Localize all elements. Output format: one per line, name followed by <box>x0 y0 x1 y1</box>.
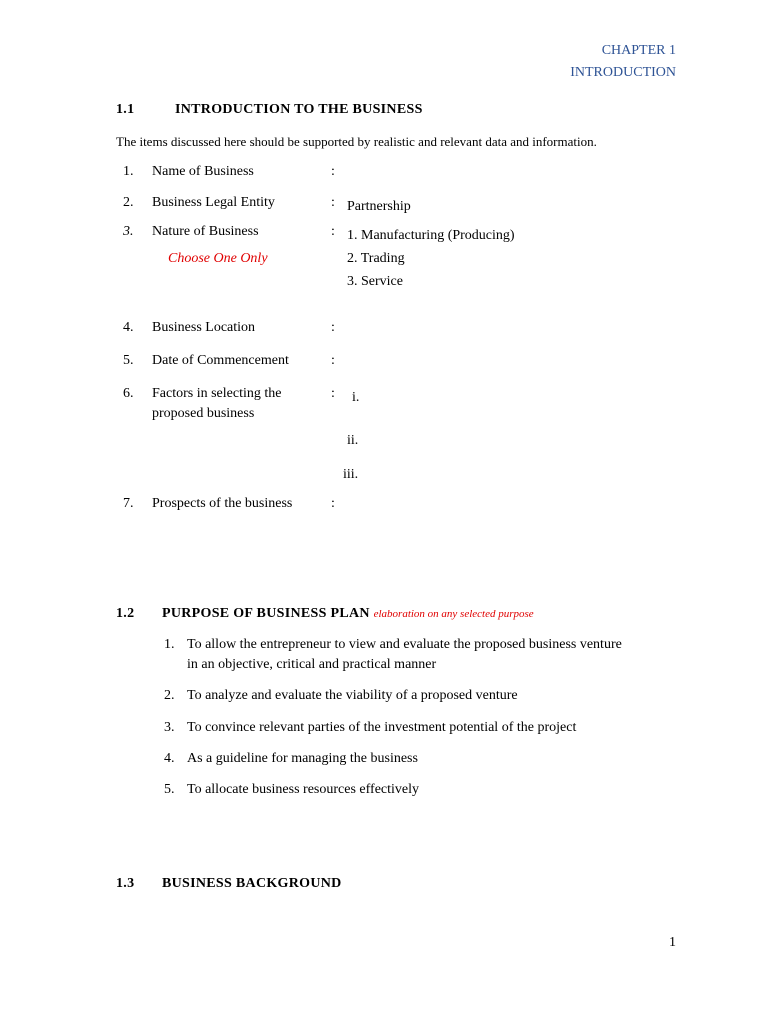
item-label-business-location: Business Location <box>152 320 256 335</box>
item-number: 5. <box>123 353 134 368</box>
item-label-prospects: Prospects of the business <box>152 496 293 511</box>
item-label-factors-line1: Factors in selecting the <box>152 386 282 401</box>
item-colon: : <box>331 195 335 210</box>
legal-entity-value: Partnership <box>347 199 411 214</box>
section-1-2-heading <box>162 606 534 622</box>
purpose-text-line1: To convince relevant parties of the investment potential of the project <box>187 720 577 735</box>
item-number: 7. <box>123 496 134 511</box>
item-label-legal-entity: Business Legal Entity <box>152 195 275 210</box>
section-1-3-number: 1.3 <box>116 876 135 891</box>
item-label-nature-of-business: Nature of Business <box>152 224 259 239</box>
section-1-2-title: PURPOSE OF BUSINESS PLAN <box>162 606 370 621</box>
item-colon: : <box>331 496 335 511</box>
page-number: 1 <box>669 935 676 950</box>
section-1-1-title: INTRODUCTION TO THE BUSINESS <box>175 102 423 117</box>
nature-option-trading: 2. Trading <box>347 251 405 266</box>
purpose-text-line1: To allow the entrepreneur to view and evaluate the proposed business venture <box>187 637 622 652</box>
purpose-number: 2. <box>164 688 175 703</box>
item-number: 4. <box>123 320 134 335</box>
section-1-1-intro: The items discussed here should be supported by realistic and relevant data and information. <box>116 134 597 149</box>
nature-option-service: 3. Service <box>347 274 403 289</box>
purpose-text-line2: in an objective, critical and practical manner <box>187 657 437 672</box>
item-label-name-of-business: Name of Business <box>152 164 254 179</box>
nature-option-manufacturing: 1. Manufacturing (Producing) <box>347 228 515 243</box>
purpose-number: 4. <box>164 751 175 766</box>
section-1-3-title: BUSINESS BACKGROUND <box>162 876 342 891</box>
section-1-2-note: elaboration on any selected purpose <box>373 608 534 620</box>
factor-subitem-iii: iii. <box>343 467 359 482</box>
item-number: 6. <box>123 386 134 401</box>
item-number: 3. <box>123 224 134 239</box>
purpose-text-line1: To analyze and evaluate the viability of a proposed venture <box>187 688 518 703</box>
item-colon: : <box>331 164 335 179</box>
item-label-date-of-commencement: Date of Commencement <box>152 353 289 368</box>
item-number: 1. <box>123 164 134 179</box>
item-colon: : <box>331 386 335 401</box>
factor-subitem-i: i. <box>352 390 360 405</box>
item-label-factors-line2: proposed business <box>152 406 255 421</box>
purpose-number: 3. <box>164 720 175 735</box>
item-colon: : <box>331 320 335 335</box>
item-number: 2. <box>123 195 134 210</box>
chapter-label: CHAPTER 1 <box>601 43 676 58</box>
chapter-title: INTRODUCTION <box>570 65 676 80</box>
purpose-number: 5. <box>164 782 175 797</box>
purpose-text-line1: To allocate business resources effectively <box>187 782 420 797</box>
purpose-number: 1. <box>164 637 175 652</box>
factor-subitem-ii: ii. <box>347 433 359 448</box>
section-1-1-number: 1.1 <box>116 102 135 117</box>
section-1-2-number: 1.2 <box>116 606 135 621</box>
item-colon: : <box>331 224 335 239</box>
choose-one-note: Choose One Only <box>168 251 268 266</box>
purpose-text-line1: As a guideline for managing the business <box>187 751 418 766</box>
item-colon: : <box>331 353 335 368</box>
